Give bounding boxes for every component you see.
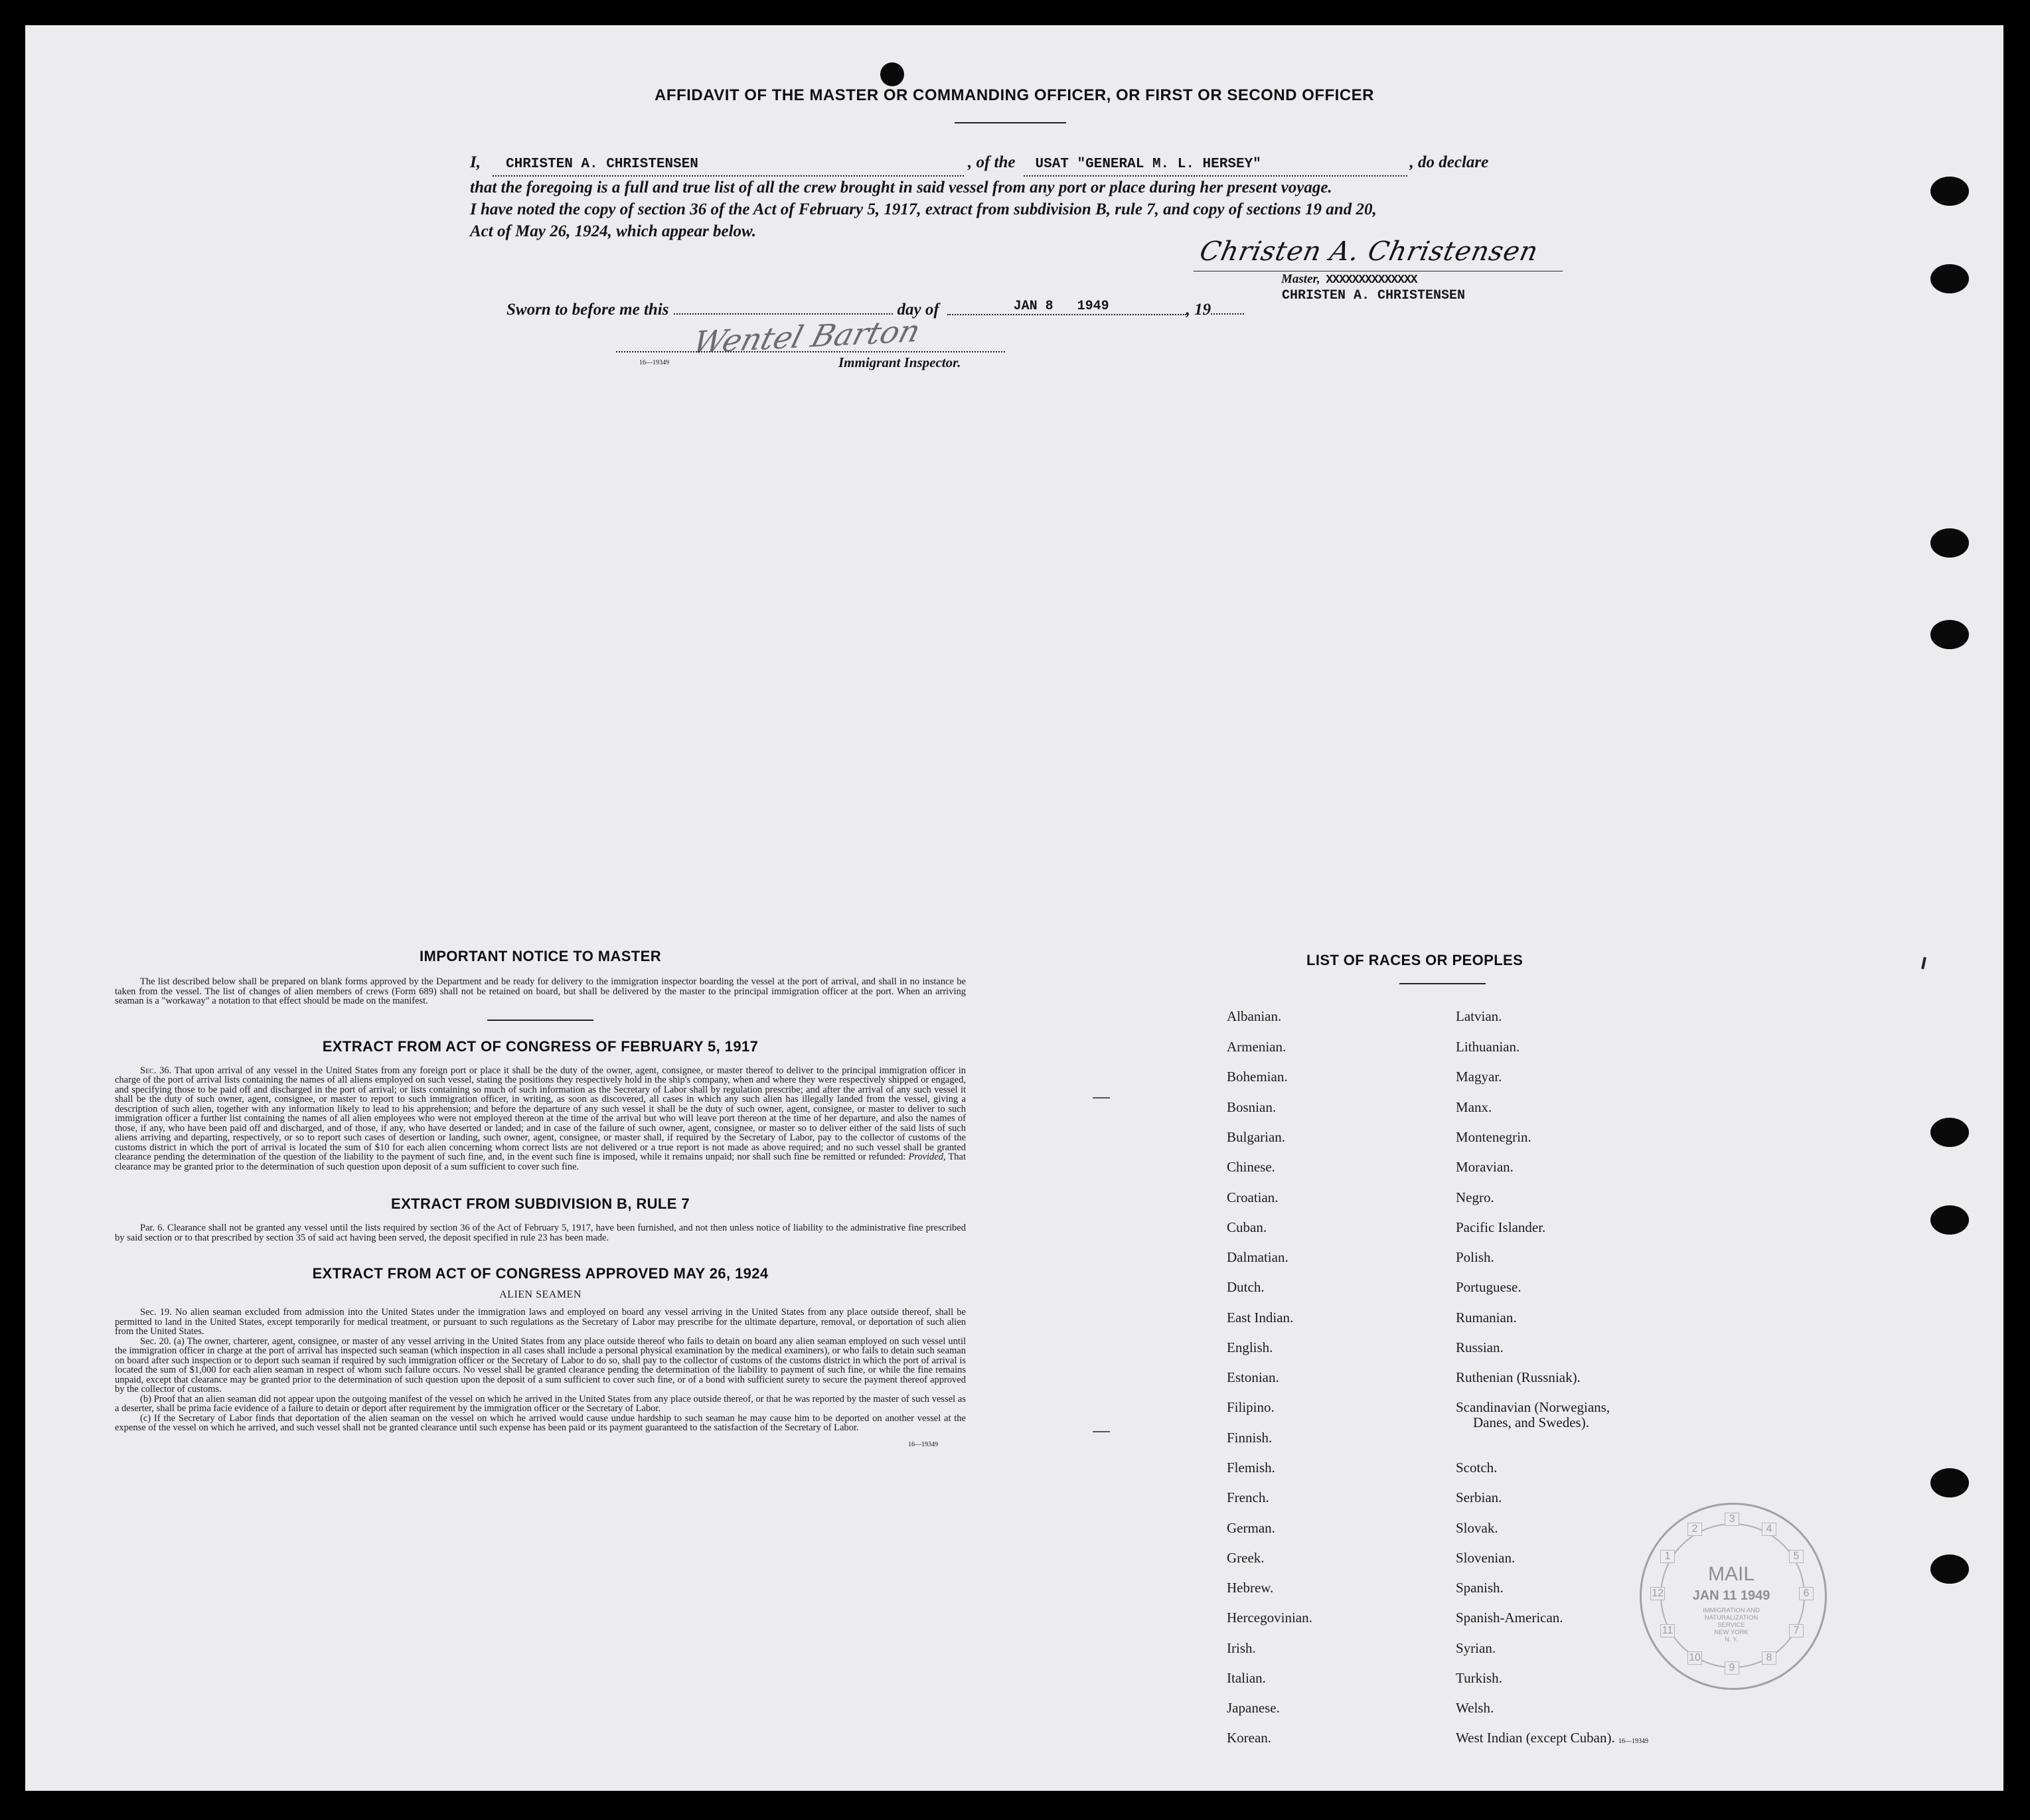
affidavit-line-4: Act of May 26, 1924, which appear below. <box>470 222 757 240</box>
day-field <box>674 296 893 315</box>
form-code-left: 16—19349 <box>908 1440 938 1448</box>
stamp-mail: MAIL <box>1707 1563 1755 1585</box>
race-item: Albanian. <box>1227 1008 1282 1024</box>
stamp-number: 4 <box>1762 1523 1776 1536</box>
sec-19-text: Sec. 19. No alien seaman excluded from admission into the United States under the immigration laws and employed on board any vessel arriving in the United States from any place outside thereof, shall be permitted to land in the United States, except temporarily for medical treatment, or pursuant to such regulations as the Secretary of Labor may prescribe for the ultimate departure, removal, or deportation of such alien from the United States. <box>115 1307 966 1337</box>
stamp-number: 9 <box>1725 1661 1739 1675</box>
stamp-number: 5 <box>1789 1550 1804 1563</box>
race-item: German. <box>1227 1520 1275 1536</box>
race-item: Spanish-American. <box>1456 1610 1563 1626</box>
notice-text: The list described below shall be prepared on blank forms approved by the Department and be ready for delivery to the immigration inspector boarding the vessel at the port of arrival, and shall in no instance be taken from the vessel. The list of changes of alien members of crews (Form 689) shall not be retained on board, but shall be delivered by the master to the principal immigration officer at the port. When an arriving seaman is a "workaway" a notation to that effect should be made on the manifest. <box>115 976 966 1006</box>
provided-word: Provided, <box>908 1152 946 1162</box>
stamp-number: 1 <box>1660 1550 1675 1563</box>
margin-mark <box>1921 957 1926 969</box>
punch-hole <box>880 62 904 86</box>
stamp-number: 11 <box>1660 1624 1675 1637</box>
sec-36-label: Sec. 36. <box>140 1065 172 1076</box>
notice-title: IMPORTANT NOTICE TO MASTER <box>419 948 662 964</box>
race-item: Magyar. <box>1456 1069 1502 1085</box>
race-item: Finnish. <box>1227 1430 1273 1446</box>
race-item: Slovenian. <box>1456 1550 1516 1566</box>
race-item: Danes, and Swedes). <box>1473 1414 1589 1430</box>
race-item: Bosnian. <box>1227 1099 1277 1115</box>
race-item: Bohemian. <box>1227 1069 1288 1085</box>
document-page <box>25 25 2003 1791</box>
sec-20a-text: Sec. 20. (a) The owner, charterer, agent, consignee, or master of any vessel arriving in the United States from any place outside thereof who fails to detain on board any alien seaman employed on such vessel until the immigration officer in charge at the port of arrival has inspected such seaman (which inspection in all cases shall include a personal physical examination by the medical examiners), or who fails to detain such seaman on board after such inspection or to deport such seaman if required by such immigration officer or the Secretary of Labor to do so, shall pay to the collector of customs of the customs district in which the port of arrival is located the sum of $1,000 for each alien seaman in respect of whom such failure occurs. No vessel shall be granted clearance pending the determination of the liability to payment of such fine, or while the fine remains unpaid, except that clearance may be granted prior to the determination of such question upon the deposit of a sum sufficient to cover such fine, or of a bond with sufficient surety to secure the payment thereof approved by the collector of customs. <box>115 1335 966 1395</box>
subdivision-b-text: Par. 6. Clearance shall not be granted any vessel until the lists required by section 36 of the Act of February 5, 1917, have been furnished, and not then unless notice of liability to the administrative fine prescribed by said section or to that prescribed by section 35 of said act having been served, the deposit specified in rule 23 has been made. <box>115 1223 966 1243</box>
race-item: Armenian. <box>1227 1039 1287 1055</box>
stamp-number: 3 <box>1725 1513 1739 1526</box>
punch-hole <box>1930 1555 1969 1584</box>
races-divider <box>1399 983 1486 984</box>
race-item: Japanese. <box>1227 1700 1280 1716</box>
race-item: Polish. <box>1456 1249 1494 1265</box>
affidavit-title: AFFIDAVIT OF THE MASTER OR COMMANDING OFFICER, OR FIRST OR SECOND OFFICER <box>654 86 1375 104</box>
struck-out-title: XXXXXXXXXXXXXX <box>1326 273 1417 287</box>
date-field: JAN 8 1949 <box>947 299 1186 315</box>
race-item: Pacific Islander. <box>1456 1219 1546 1235</box>
race-item: Spanish. <box>1456 1580 1504 1596</box>
stamp-number: 8 <box>1762 1651 1776 1665</box>
race-item: Negro. <box>1456 1189 1494 1205</box>
race-item: Cuban. <box>1227 1219 1267 1235</box>
year-field <box>1211 296 1244 315</box>
master-signature: Christen A. Christensen <box>1197 236 1541 267</box>
stamp-number: 12 <box>1650 1587 1665 1600</box>
vessel-name: USAT "GENERAL M. L. HERSEY" <box>1024 153 1407 177</box>
master-name: CHRISTEN A. CHRISTENSEN <box>493 153 964 177</box>
race-item: Flemish. <box>1227 1460 1275 1476</box>
sec-20c-text: (c) If the Secretary of Labor finds that deportation of the alien seaman on the vessel on which he arrived would cause undue hardship to such seaman he may cause him to be deported on another vessel at the expense of the vessel on which he arrived, and such vessel shall not be granted clearance until such expense has been paid or its payment guaranteed to the satisfaction of the Secretary of Labor. <box>115 1412 966 1433</box>
margin-mark <box>1093 1097 1110 1099</box>
master-title-line <box>1281 272 1417 287</box>
race-item: Portuguese. <box>1456 1279 1522 1295</box>
race-item: Turkish. <box>1456 1670 1502 1686</box>
race-item: Syrian. <box>1456 1640 1496 1656</box>
form-code-right: 16—19349 <box>1618 1738 1648 1745</box>
stamp-number: 6 <box>1799 1587 1814 1600</box>
race-item: Latvian. <box>1456 1008 1502 1024</box>
race-item: West Indian (except Cuban). <box>1456 1730 1615 1746</box>
race-item: Dalmatian. <box>1227 1249 1288 1265</box>
stamp-date: JAN 11 1949 <box>1692 1588 1770 1603</box>
stamp-line-1: IMMIGRATION AND <box>1703 1607 1760 1614</box>
printed-master-name: CHRISTEN A. CHRISTENSEN <box>1282 288 1466 303</box>
stamp-line-2: NATURALIZATION <box>1704 1614 1758 1622</box>
alien-seamen-subtitle: ALIEN SEAMEN <box>499 1289 582 1300</box>
race-item: Scotch. <box>1456 1460 1498 1476</box>
stamp-line-4: NEW YORK <box>1714 1629 1749 1636</box>
legal-notices <box>115 948 966 1448</box>
race-item: Croatian. <box>1227 1189 1279 1205</box>
race-item: Hercegovinian. <box>1227 1610 1312 1626</box>
race-item: Manx. <box>1456 1099 1492 1115</box>
race-item: Hebrew. <box>1227 1580 1274 1596</box>
affidavit-line-1 <box>470 151 1585 177</box>
margin-mark <box>1093 1431 1110 1432</box>
race-item: Welsh. <box>1456 1700 1494 1716</box>
races-title: LIST OF RACES OR PEOPLES <box>1306 952 1523 968</box>
race-item: Filipino. <box>1227 1399 1275 1415</box>
race-item: Rumanian. <box>1456 1310 1517 1326</box>
inspector-signature: Wentel Barton <box>689 313 925 360</box>
race-item: Greek. <box>1227 1550 1265 1566</box>
stamp-number: 7 <box>1789 1624 1804 1637</box>
race-item: Lithuanian. <box>1456 1039 1520 1055</box>
race-item: Dutch. <box>1227 1279 1265 1295</box>
day-of-label: day of <box>897 301 939 319</box>
race-item: English. <box>1227 1339 1273 1355</box>
section-divider <box>487 1020 593 1021</box>
race-item: Scandinavian (Norwegians, <box>1456 1399 1610 1415</box>
race-item: Irish. <box>1227 1640 1256 1656</box>
sec-20b-text: (b) Proof that an alien seaman did not appear upon the outgoing manifest of the vessel on which he arrived in the United States from any place outside thereof, or that he was reported by the master of such vessel as a deserter, shall be prima facie evidence of a failure to detain or deport after requirement by the immigration officer or the Secretary of Labor. <box>115 1393 966 1414</box>
race-item: French. <box>1227 1489 1269 1505</box>
of-the-label: , of the <box>967 153 1016 171</box>
mail-received-stamp <box>1640 1503 1827 1690</box>
sworn-label: Sworn to before me this <box>507 301 669 319</box>
subdivision-b-title: EXTRACT FROM SUBDIVISION B, RULE 7 <box>391 1195 690 1212</box>
race-item: Italian. <box>1227 1670 1266 1686</box>
race-item: Serbian. <box>1456 1489 1502 1505</box>
title-divider <box>955 122 1066 123</box>
affidavit-statement <box>470 151 1585 242</box>
race-item: Slovak. <box>1456 1520 1498 1536</box>
year-prefix: , 19 <box>1186 301 1211 319</box>
affidavit-line-3: I have noted the copy of section 36 of the Act of February 5, 1917, extract from subdivision B, rule 7, and copy of sections 19 and 20, <box>470 200 1377 218</box>
stamp-number: 10 <box>1687 1651 1702 1665</box>
race-item: East Indian. <box>1227 1310 1294 1326</box>
race-item: Moravian. <box>1456 1159 1514 1175</box>
punch-hole <box>1930 1468 1969 1497</box>
inspector-line <box>616 350 1005 352</box>
master-label: Master, <box>1281 272 1320 286</box>
declare-label: , do declare <box>1409 153 1489 171</box>
form-code-top: 16—19349 <box>639 359 669 366</box>
pronoun: I, <box>470 153 481 171</box>
race-item: Ruthenian (Russniak). <box>1456 1369 1581 1385</box>
punch-hole <box>1930 1118 1969 1147</box>
race-item: Chinese. <box>1227 1159 1275 1175</box>
punch-hole <box>1930 528 1969 558</box>
race-item: Bulgarian. <box>1227 1129 1286 1145</box>
act-1917-text <box>115 1066 966 1172</box>
stamp-number: 2 <box>1687 1523 1702 1536</box>
race-item: Estonian. <box>1227 1369 1279 1385</box>
sec-36-body: That upon arrival of any vessel in the United States from any foreign port or place it shall be the duty of the owner, agent, consignee, or master thereof to deliver to the principal immigration officer in charge of the port of arrival lists containing the names of all aliens employed on such vessel, stating the positions they respectively hold in the ship's company, when and where they were respectively shipped or engaged, and specifying those to be paid off and discharged in the port of arrival; or lists containing so much of such information as the Secretary of Labor shall by regulation prescribe; and after the arrival of any such vessel it shall be the duty of such owner, agent, consignee, or master to report to such immigration officer, in writing, as soon as discovered, all cases in which any such alien has illegally landed from the vessel, giving a description of such alien, together with any information likely to lead to his apprehension; and before the departure of any such vessel it shall be the duty of such owner, agent, consignee, or master to deliver to such immigration officer a further list containing the names of all alien employees who were not employed thereon at the time of the arrival but who will leave port thereon at the time of her departure, and also the names of those, if any, who have been paid off and discharged, and of those, if any, who have deserted or landed; and in case of the failure of such owner, agent, consignee, or master so to deliver either of the said lists of such aliens arriving and departing, respectively, or so to report such cases of desertion or landing, such owner, agent, consignee, or master shall, if required by the Secretary of Labor, pay to the collector of customs of the customs district in which the port of arrival is located the sum of $10 for each alien concerning whom correct lists are not delivered or a true report is not made as above required; and no such vessel shall be granted clearance pending the determination of the question of the liability to the payment of such fine, and, in the event such fine is imposed, while it remains unpaid; nor shall such fine be remitted or refunded: <box>115 1065 966 1162</box>
stamp-agency-lines <box>1642 1607 1821 1643</box>
sec-36-ending: That clearance may be granted prior to the determination of such question upon deposit of a sum sufficient to cover such fine. <box>115 1152 966 1172</box>
punch-hole <box>1930 1205 1969 1235</box>
stamp-line-5: N. Y. <box>1725 1636 1738 1643</box>
race-item: Montenegrin. <box>1456 1129 1531 1145</box>
act-1924-title: EXTRACT FROM ACT OF CONGRESS APPROVED MAY 26, 1924 <box>312 1265 769 1282</box>
affidavit-line-2: that the foregoing is a full and true list of all the crew brought in said vessel from any port or place during her present voyage. <box>470 179 1332 196</box>
punch-hole <box>1930 264 1969 293</box>
inspector-label: Immigrant Inspector. <box>838 354 961 370</box>
stamp-line-3: SERVICE <box>1717 1622 1745 1629</box>
punch-hole <box>1930 177 1969 206</box>
race-item: Korean. <box>1227 1730 1272 1746</box>
act-1917-title: EXTRACT FROM ACT OF CONGRESS OF FEBRUARY 5, 1917 <box>322 1037 759 1055</box>
race-item: Russian. <box>1456 1339 1504 1355</box>
punch-hole <box>1930 620 1969 649</box>
